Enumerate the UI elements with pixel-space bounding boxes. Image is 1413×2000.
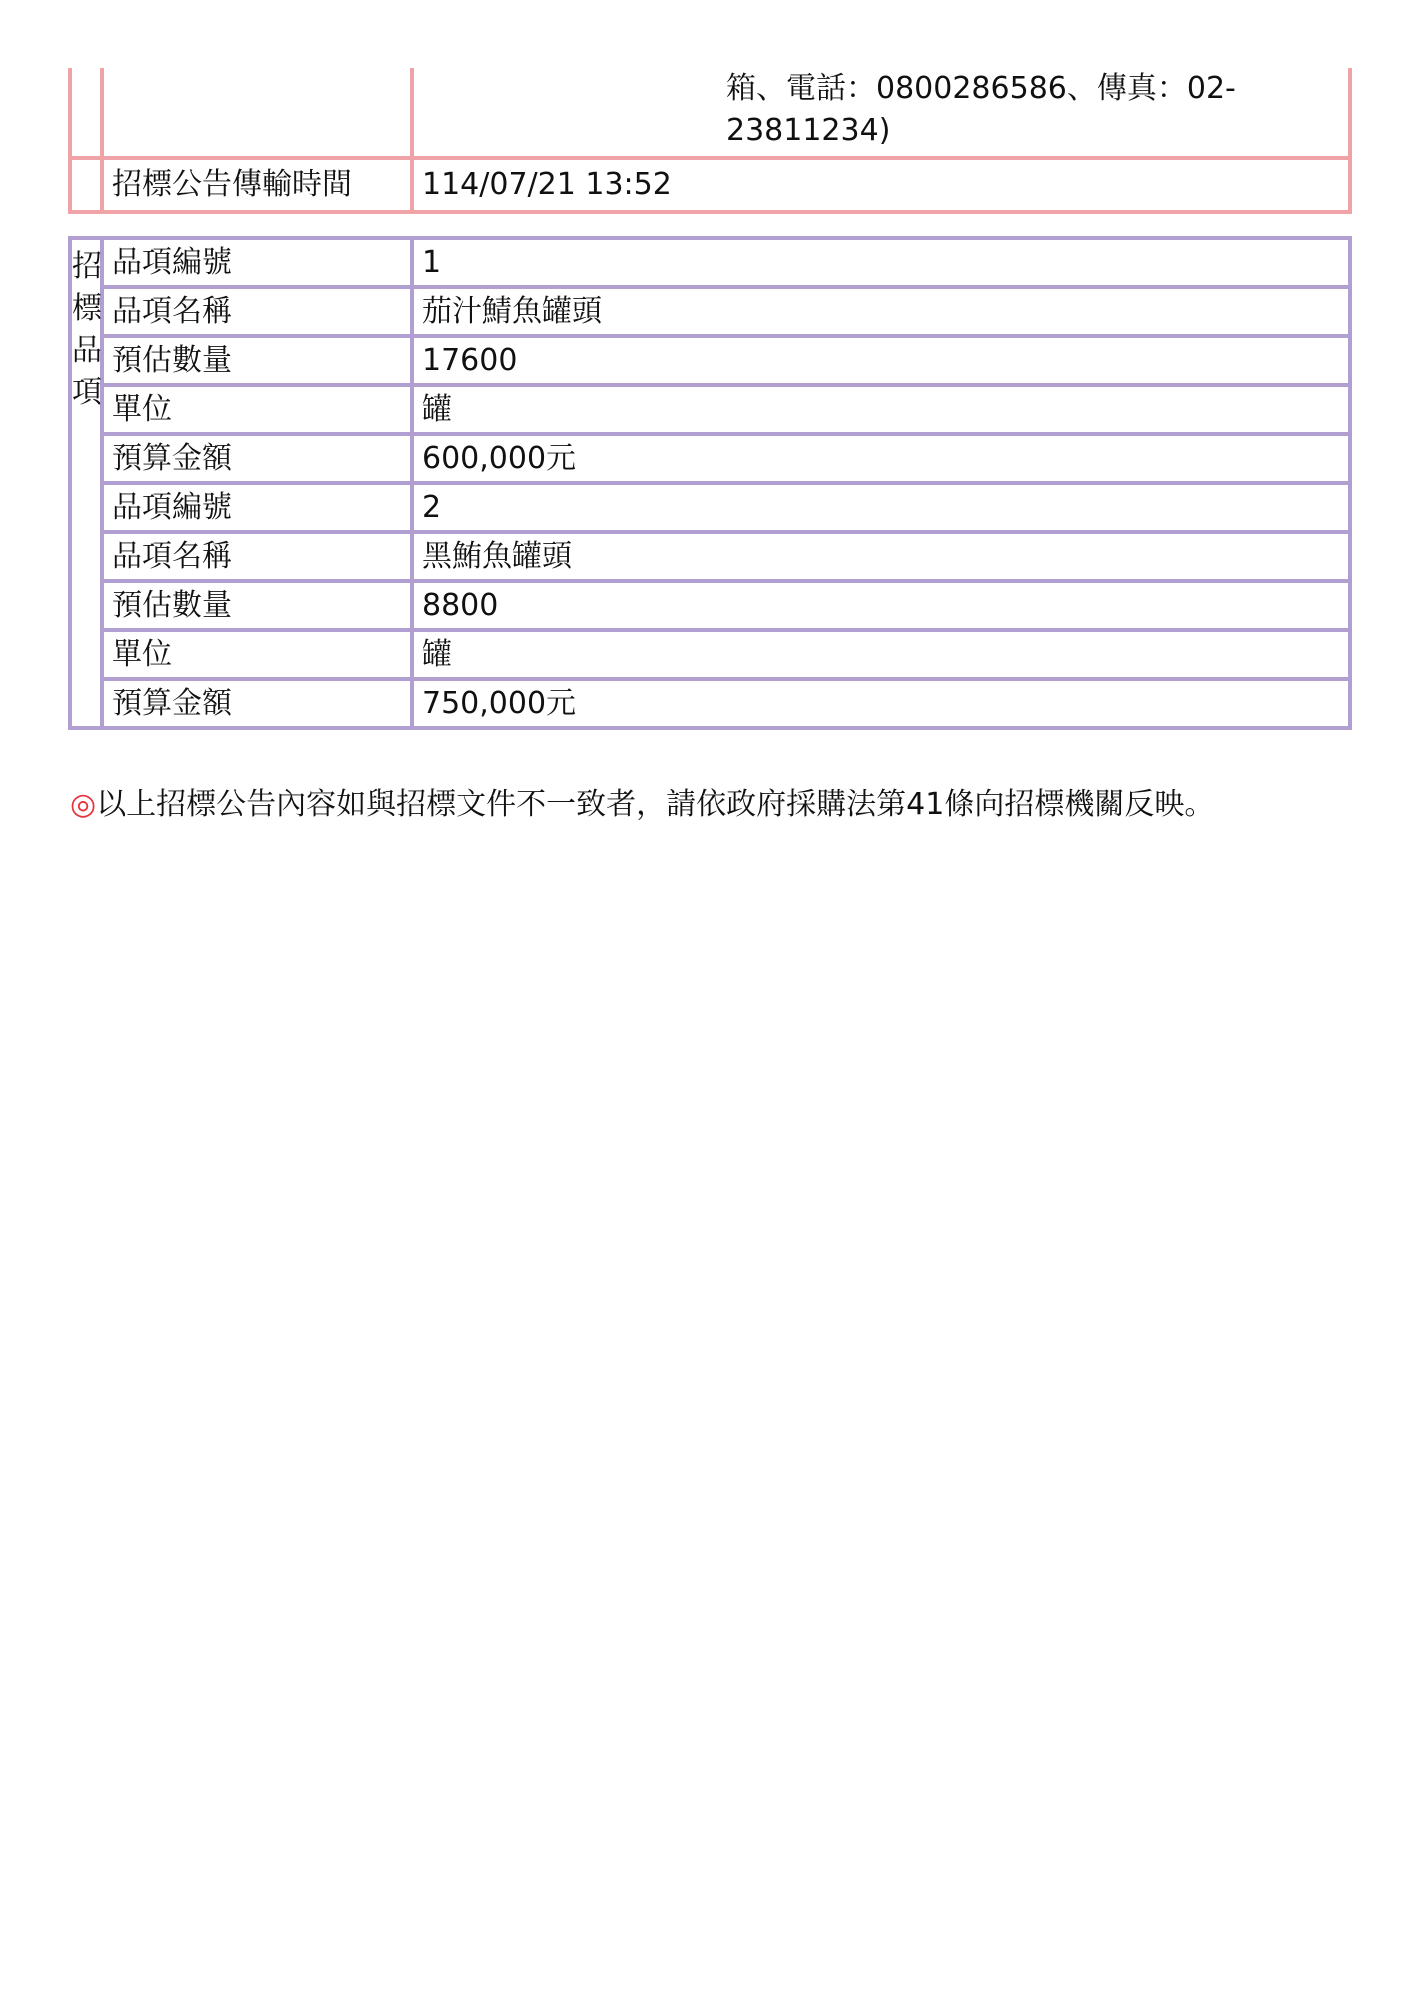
- table-row: [70, 287, 1350, 336]
- footer-note: [70, 784, 1214, 826]
- transmit-time-label: 招標公告傳輸時間: [102, 158, 412, 212]
- row-label: 單位: [102, 385, 412, 434]
- table-row: [70, 532, 1350, 581]
- group-cell: [70, 158, 102, 212]
- row-value: 750,000元: [412, 679, 1350, 728]
- contact-line-2: 23811234): [726, 113, 891, 148]
- row-value: 黑鮪魚罐頭: [412, 532, 1350, 581]
- category-cell: [70, 238, 102, 728]
- table-row: [70, 238, 1350, 287]
- row-value: 600,000元: [412, 434, 1350, 483]
- row-value: 茄汁鯖魚罐頭: [412, 287, 1350, 336]
- row-value: 罐: [412, 630, 1350, 679]
- row-value: 17600: [412, 336, 1350, 385]
- row-label: 品項名稱: [102, 532, 412, 581]
- transmit-time-row: [70, 158, 1350, 212]
- row-label: 品項編號: [102, 483, 412, 532]
- table-row: [70, 581, 1350, 630]
- row-label: 品項編號: [102, 238, 412, 287]
- contact-row: [70, 68, 1350, 158]
- row-label: 預算金額: [102, 679, 412, 728]
- footer-note-text: 以上招標公告內容如與招標文件不一致者，請依政府採購法第41條向招標機關反映。: [96, 787, 1215, 822]
- row-value: 罐: [412, 385, 1350, 434]
- row-label: 預估數量: [102, 336, 412, 385]
- row-label: 預估數量: [102, 581, 412, 630]
- row-value: 1: [412, 238, 1350, 287]
- announcement-info-table: [68, 68, 1352, 214]
- tender-items-table: [68, 236, 1352, 730]
- row-value: 2: [412, 483, 1350, 532]
- table-row: [70, 679, 1350, 728]
- bullseye-icon: ◎: [70, 787, 97, 822]
- group-cell: [70, 68, 102, 158]
- category-label: 招標品項: [72, 249, 102, 410]
- table-row: [70, 434, 1350, 483]
- table-row: [70, 385, 1350, 434]
- transmit-time-value: 114/07/21 13:52: [412, 158, 1350, 212]
- table-row: [70, 483, 1350, 532]
- row-label: 單位: [102, 630, 412, 679]
- row-label: 預算金額: [102, 434, 412, 483]
- row-value: 8800: [412, 581, 1350, 630]
- contact-label-cell: [102, 68, 412, 158]
- contact-value-cell: [412, 68, 1350, 158]
- row-label: 品項名稱: [102, 287, 412, 336]
- table-row: [70, 630, 1350, 679]
- table-row: [70, 336, 1350, 385]
- contact-line-1: 箱、電話：0800286586、傳真：02-: [726, 71, 1236, 106]
